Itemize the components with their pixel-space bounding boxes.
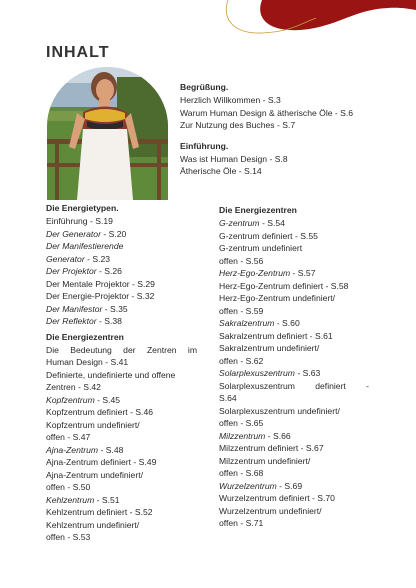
- toc-entry-title: Der Mentale Projektor: [46, 278, 130, 289]
- toc-entry-page: - S.57: [290, 268, 316, 278]
- toc-entry-page: - S.60: [274, 318, 300, 328]
- toc-entry-title: Kopfzentrum undefiniert/: [46, 419, 140, 430]
- toc-entry: [219, 342, 369, 355]
- toc-entry-page: - S.46: [127, 407, 154, 417]
- toc-entry-title: Sakralzentrum undefiniert/: [219, 343, 320, 353]
- toc-entry: Warum Human Design & ätherische Öle - S.6: [180, 107, 354, 118]
- toc-entry: [46, 431, 197, 444]
- toc-entry-page: - S.61: [307, 330, 333, 341]
- toc-entry-title: Wurzelzentrum undefiniert/: [219, 505, 322, 516]
- toc-entry-page: - S.20: [100, 228, 127, 239]
- toc-entry: Was ist Human Design - S.8: [180, 153, 288, 164]
- toc-entry-title: Der Manifestor: [46, 303, 103, 314]
- toc-entry-title: offen: [219, 518, 238, 528]
- toc-entry: [46, 519, 197, 532]
- toc-entry-title: Kopfzentrum definiert: [46, 407, 128, 417]
- toc-entry-title: Ajna-Zentrum: [46, 444, 99, 455]
- toc-entry: [46, 381, 197, 394]
- toc-entry-title: Der Projektor: [46, 266, 97, 276]
- heading-begruessung: Begrüßung.: [180, 82, 229, 92]
- toc-entry: [46, 494, 197, 507]
- toc-entry-page: - S.63: [294, 368, 321, 378]
- toc-entry-title: Kehlzentrum undefiniert/: [46, 519, 140, 530]
- toc-entry: [46, 278, 197, 291]
- toc-entry: [46, 356, 197, 369]
- toc-entry-title: Kopfzentrum: [46, 394, 95, 405]
- toc-entry: [46, 265, 197, 278]
- toc-entry: [219, 230, 369, 243]
- toc-entry: [46, 444, 197, 457]
- heading-energietypen: Die Energietypen.: [46, 203, 119, 213]
- toc-entry: [219, 242, 369, 255]
- toc-entry-title: offen: [46, 532, 65, 542]
- toc-entry-title: Zentren: [46, 382, 76, 392]
- toc-entry: [219, 255, 369, 268]
- toc-entry-page: - S.54: [259, 218, 285, 228]
- toc-entry-page: - S.51: [94, 494, 120, 505]
- toc-entry: [219, 430, 369, 443]
- toc-entry-title: Einführung: [46, 216, 88, 226]
- word: Zentren: [146, 344, 177, 355]
- left-column: [46, 203, 197, 544]
- toc-entry-title: Ajna-Zentrum undefiniert/: [46, 469, 143, 480]
- right-column: [219, 205, 369, 530]
- toc-entry-title: Der Reflektor: [46, 316, 97, 326]
- toc-entry: [219, 317, 369, 330]
- toc-entry-page: - S.71: [237, 518, 264, 528]
- author-photo: [47, 67, 168, 200]
- toc-entry: [46, 240, 197, 253]
- toc-entry-page: - S.65: [237, 418, 264, 428]
- toc-entry-title: Definierte, undefinierte und offene: [46, 369, 176, 380]
- toc-entry: [219, 267, 369, 280]
- toc-entry: Zur Nutzung des Buches - S.7: [180, 120, 296, 130]
- word: Solarplexuszentrum: [219, 380, 295, 391]
- toc-entry-page: - S.32: [129, 291, 155, 301]
- toc-entry-page: - S.66: [265, 430, 291, 441]
- toc-entry: [46, 394, 197, 407]
- word: definiert: [315, 380, 346, 391]
- toc-entry-title: offen: [219, 305, 238, 316]
- toc-line-justified: [46, 344, 197, 357]
- toc-entry-title: Milzzentrum definiert: [219, 443, 299, 453]
- toc-entry-page: - S.67: [298, 443, 324, 453]
- toc-entry: [219, 467, 369, 480]
- toc-entry-page: - S.69: [276, 480, 303, 491]
- toc-entry: [46, 469, 197, 482]
- toc-entry-title: Milzzentrum: [219, 430, 266, 441]
- toc-entry-page: - S.50: [64, 482, 91, 492]
- toc-entry-page: - S.26: [96, 266, 122, 276]
- toc-entry: [219, 405, 369, 418]
- toc-line-justified: [219, 380, 369, 393]
- toc-entry-title: offen: [219, 468, 238, 478]
- intro-section: [180, 82, 353, 178]
- toc-entry-title: G-zentrum definiert: [219, 230, 293, 241]
- word: Bedeutung: [70, 344, 112, 355]
- toc-entry-title: Der Manifestierende: [46, 241, 124, 251]
- toc-entry: [219, 492, 369, 505]
- toc-entry-page: - S.19: [87, 216, 113, 226]
- toc-entry-page: - S.48: [98, 444, 124, 455]
- toc-entry-title: Der Generator: [46, 228, 101, 239]
- toc-entry: [219, 367, 369, 380]
- toc-entry: [219, 280, 369, 293]
- toc-entry-title: offen: [219, 418, 238, 428]
- toc-entry-title: Solarplexuszentrum undefiniert/: [219, 405, 340, 416]
- toc-entry-title: offen: [46, 432, 65, 442]
- toc-entry: [219, 442, 369, 455]
- heading-energiezentren-left: Die Energiezentren: [46, 331, 124, 342]
- toc-entry: [46, 481, 197, 494]
- toc-entry-page: - S.70: [309, 493, 335, 503]
- toc-entry-page: - S.58: [323, 280, 349, 291]
- toc-entry-title: offen: [46, 482, 65, 492]
- toc-entry-title: Solarplexuszentrum: [219, 368, 295, 378]
- toc-entry: [46, 303, 197, 316]
- toc-entry-page: - S.59: [237, 305, 264, 316]
- toc-entry-title: Ajna-Zentrum definiert: [46, 457, 132, 467]
- toc-entry: [219, 417, 369, 430]
- toc-entry-page: - S.35: [102, 303, 128, 314]
- toc-entry-page: - S.38: [96, 316, 122, 326]
- toc-entry: [46, 228, 197, 241]
- word: Die: [46, 344, 59, 355]
- toc-entry-title: Generator: [46, 253, 85, 264]
- toc-entry-title: Kehlzentrum: [46, 494, 95, 505]
- toc-entry-title: Human Design: [46, 357, 103, 367]
- toc-entry: [219, 292, 369, 305]
- toc-entry: [219, 455, 369, 468]
- toc-entry-title: Milzzentrum undefiniert/: [219, 455, 311, 466]
- toc-entry-title: Herz-Ego-Zentrum: [219, 268, 291, 278]
- toc-entry-page: - S.56: [237, 255, 264, 266]
- toc-entry-page: - S.29: [129, 278, 155, 289]
- toc-entry-title: G-zentrum: [219, 218, 260, 228]
- toc-entry-title: Herz-Ego-Zentrum undefiniert/: [219, 293, 336, 303]
- toc-entry-page: - S.52: [127, 507, 153, 517]
- toc-entry-page: - S.62: [237, 355, 264, 366]
- toc-entry-title: S.64: [219, 393, 237, 403]
- toc-entry: [46, 506, 197, 519]
- toc-entry-page: - S.68: [237, 468, 264, 478]
- toc-entry-page: - S.23: [84, 253, 111, 264]
- toc-entry-page: - S.49: [131, 457, 157, 467]
- toc-entry-page: - S.55: [292, 230, 318, 241]
- toc-entry: [219, 305, 369, 318]
- toc-entry: Herzlich Willkommen - S.3: [180, 95, 281, 105]
- toc-entry-page: - S.47: [64, 432, 91, 442]
- toc-entry: [219, 217, 369, 230]
- toc-entry-title: G-zentrum undefiniert: [219, 243, 303, 253]
- toc-entry: [219, 480, 369, 493]
- toc-entry: [46, 253, 197, 266]
- toc-entry-page: - S.42: [75, 382, 101, 392]
- toc-entry-title: offen: [219, 355, 238, 366]
- toc-entry-title: offen: [219, 255, 238, 266]
- toc-entry-title: Wurzelzentrum definiert: [219, 493, 310, 503]
- word: -: [366, 380, 369, 391]
- toc-entry: Ätherische Öle - S.14: [180, 166, 262, 176]
- toc-entry-title: Wurzelzentrum: [219, 480, 277, 491]
- toc-entry: [219, 330, 369, 343]
- word: im: [187, 344, 197, 355]
- toc-entry-title: Sakralzentrum definiert: [219, 330, 308, 341]
- toc-entry: [46, 290, 197, 303]
- toc-entry-title: Herz-Ego-Zentrum definiert: [219, 280, 324, 291]
- toc-entry-title: Sakralzentrum: [219, 318, 275, 328]
- toc-entry-title: Der Energie-Projektor: [46, 291, 130, 301]
- toc-entry: [46, 419, 197, 432]
- toc-entry-title: Kehlzentrum definiert: [46, 507, 128, 517]
- toc-entry-page: - S.41: [102, 357, 129, 367]
- heading-einfuehrung: Einführung.: [180, 140, 229, 151]
- toc-entry-page: - S.45: [94, 394, 121, 405]
- heading-energiezentren-right: Die Energiezentren: [219, 205, 297, 215]
- page-title: INHALT: [46, 44, 110, 61]
- toc-entry: [46, 406, 197, 419]
- toc-entry: [46, 215, 197, 228]
- toc-entry: [46, 315, 197, 328]
- toc-entry-page: - S.53: [64, 532, 91, 542]
- toc-entry: [46, 456, 197, 469]
- toc-entry: [219, 355, 369, 368]
- toc-entry: [46, 531, 197, 544]
- word: der: [123, 344, 136, 355]
- toc-entry: [219, 517, 369, 530]
- toc-entry: [46, 369, 197, 382]
- toc-entry: [219, 505, 369, 518]
- toc-entry: [219, 392, 369, 405]
